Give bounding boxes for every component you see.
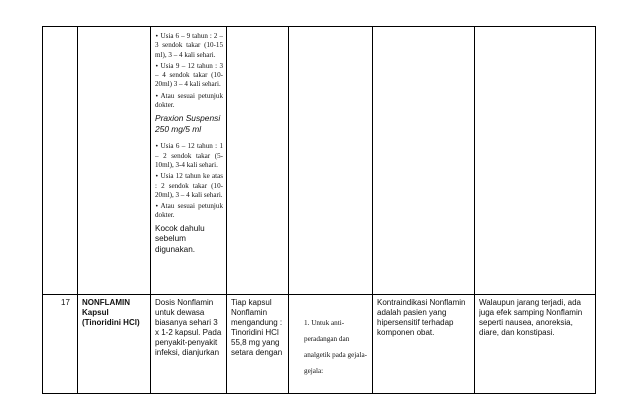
row-dosage: Dosis Nonflamin untuk dewasa biasanya sehari 3 x 1-2 kapsul. Pada penyakit-penyakit infeksi, dianjurkan [155, 298, 222, 357]
column-border [474, 26, 475, 394]
column-border [77, 26, 78, 394]
dosage-item: • Usia 6 – 12 tahun : 1 – 2 sendok takar (5-10ml), 3-4 kali sehari. [155, 142, 223, 169]
row-divider [42, 294, 596, 295]
column-border [226, 26, 227, 394]
table-bottom-border [42, 393, 596, 394]
column-border [372, 26, 373, 394]
usage-note: Kocok dahulu sebelum digunakan. [155, 223, 205, 254]
row-side-effects: Walaupun jarang terjadi, ada juga efek samping Nonflamin seperti nausea, anoreksia, diare, dan konstipasi. [479, 298, 583, 337]
row-indication: 1. Untuk anti-peradangan dan analgetik pada gejala-gejala: [304, 319, 368, 375]
bullet-icon: • [155, 203, 159, 211]
column-border [42, 26, 43, 394]
column-border [288, 26, 289, 394]
row-composition: Tiap kapsul Nonflamin mengandung : Tinoridini HCl 55,8 mg yang setara dengan [231, 298, 283, 357]
bullet-icon: • [155, 143, 159, 151]
bullet-icon: • [155, 62, 159, 70]
bullet-icon: • [155, 92, 159, 100]
bullet-icon: • [155, 33, 159, 40]
row-contraindication: Kontraindikasi Nonflamin adalah pasien yang hipersensitif terhadap komponen obat. [377, 298, 466, 337]
table-top-border [42, 26, 596, 27]
column-border [150, 26, 151, 394]
dosage-list-b [155, 142, 223, 220]
dosage-list-a [155, 32, 223, 110]
dosage-item: • Atau sesuai petunjuk dokter. [155, 202, 223, 220]
row-number: 17 [61, 298, 70, 307]
bullet-icon: • [155, 173, 159, 181]
upper-dosage-cell [155, 30, 223, 292]
dosage-item: • Usia 9 – 12 tahun : 3 – 4 sendok takar (10-20ml) 3 – 4 kali sehari. [155, 61, 223, 89]
dosage-item: • Usia 12 tahun ke atas : 2 sendok takar (10-20ml), 3 – 4 kali sehari. [155, 172, 223, 199]
product-heading: Praxion Suspensi 250 mg/5 ml [155, 113, 221, 134]
drug-name: NONFLAMIN Kapsul (Tinoridini HCl) [82, 298, 140, 327]
dosage-item: • Usia 6 – 9 tahun : 2 – 3 sendok takar (10-15 ml), 3 – 4 kali sehari. [155, 32, 223, 59]
dosage-item: • Atau sesuai petunjuk dokter. [155, 91, 223, 110]
column-border [595, 26, 596, 394]
